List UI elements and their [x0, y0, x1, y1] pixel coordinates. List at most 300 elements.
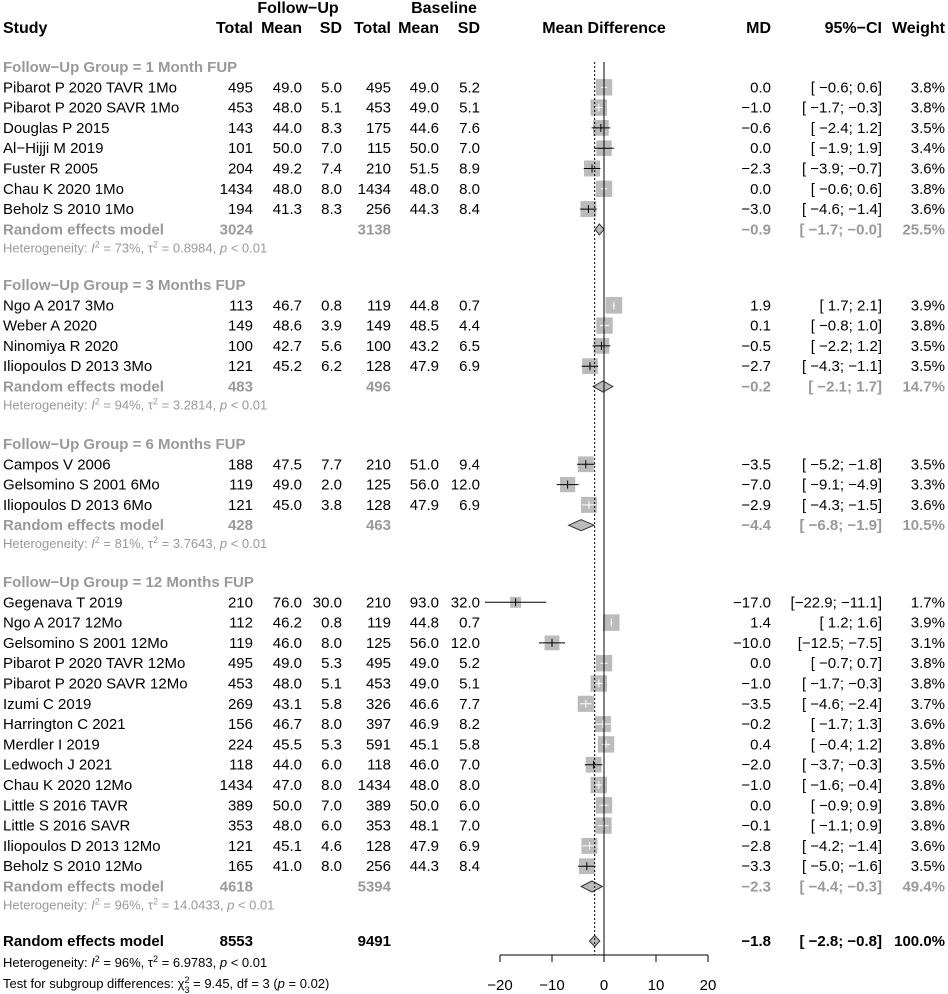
bl-total-cell: 118: [367, 756, 391, 774]
fu-mean-cell: 43.1: [272, 695, 302, 713]
weight-cell: 3.6%: [910, 496, 945, 514]
bl-mean-cell: 44.8: [409, 614, 439, 632]
fu-mean-cell: 49.2: [272, 160, 302, 178]
study-marker: [591, 99, 607, 115]
fu-total-cell: 194: [227, 201, 253, 219]
header-fu-mean: Mean: [261, 20, 302, 37]
bl-mean-cell: 51.5: [409, 160, 439, 178]
fu-total-cell: 1434: [219, 777, 253, 794]
fu-sd-cell: 30.0: [312, 594, 342, 612]
bl-total-cell: 496: [365, 378, 391, 396]
weight-cell: 3.3%: [910, 476, 945, 494]
bl-mean-cell: 56.0: [409, 634, 439, 652]
overall-heterogeneity: Heterogeneity: $I^2 = 96\%$, $\tau^2 = 6.9783$, p < 0.01: [3, 954, 268, 970]
bl-total-cell: 256: [365, 201, 391, 219]
fu-total-cell: 428: [227, 517, 253, 535]
md-cell: −10.0: [733, 634, 771, 652]
bl-total-cell: 210: [365, 160, 391, 178]
fu-sd-cell: 5.6: [321, 337, 342, 355]
bl-sd-cell: 12.0: [450, 476, 480, 494]
study-name: Ngo A 2017 3Mo: [3, 297, 114, 315]
bl-sd-cell: 6.9: [459, 837, 480, 855]
fu-mean-cell: 45.1: [272, 837, 302, 855]
md-cell: 0.0: [750, 655, 771, 673]
bl-total-cell: 128: [365, 837, 391, 855]
subgroup-summary-diamond: [581, 881, 602, 892]
fu-mean-cell: 46.7: [272, 297, 302, 315]
fu-sd-cell: 0.8: [321, 297, 342, 315]
md-cell: −2.7: [741, 358, 771, 376]
bl-mean-cell: 49.0: [409, 675, 439, 693]
bl-sd-cell: 7.0: [459, 817, 480, 835]
bl-mean-cell: 51.0: [409, 456, 439, 474]
subgroup-heterogeneity: Heterogeneity: $I^2 = 73\%$, $\tau^2 = 0.8984$, p < 0.01: [3, 239, 268, 256]
study-name: Weber A 2020: [3, 317, 97, 335]
weight-cell: 3.5%: [910, 456, 945, 474]
ci-cell: [ −3.7; −0.3]: [801, 756, 882, 774]
study-name: Chau K 2020 1Mo: [3, 180, 124, 198]
md-cell: −3.5: [741, 456, 771, 474]
fu-sd-cell: 6.0: [321, 817, 342, 835]
subgroup-summary-diamond: [569, 520, 594, 531]
fu-mean-cell: 48.0: [272, 180, 302, 198]
bl-sd-cell: 4.4: [459, 317, 480, 335]
x-tick-label: 20: [699, 977, 717, 994]
fu-sd-cell: 7.4: [321, 160, 342, 178]
bl-mean-cell: 43.2: [409, 337, 439, 355]
fu-sd-cell: 7.0: [321, 140, 342, 158]
bl-mean-cell: 47.9: [409, 358, 439, 376]
bl-total-cell: 5394: [357, 878, 391, 896]
ci-cell: [ −5.0; −1.6]: [801, 858, 882, 876]
subgroup-summary-label: Random effects model: [3, 378, 164, 396]
bl-total-cell: 175: [365, 119, 391, 137]
fu-sd-cell: 0.8: [321, 614, 342, 632]
md-cell: −4.4: [741, 517, 771, 535]
md-cell: −3.5: [741, 695, 771, 713]
weight-cell: 3.7%: [910, 695, 945, 713]
study-marker: [582, 358, 599, 374]
md-cell: −2.9: [741, 496, 771, 514]
fu-total-cell: 483: [227, 378, 253, 396]
bl-mean-cell: 46.0: [409, 756, 439, 774]
ci-cell: [ −0.6; 0.6]: [810, 180, 882, 198]
fu-sd-cell: 2.0: [321, 476, 342, 494]
fu-total-cell: 204: [227, 160, 253, 178]
weight-cell: 3.8%: [910, 777, 945, 794]
header-weight: Weight: [891, 20, 945, 37]
fu-mean-cell: 48.0: [272, 675, 302, 693]
bl-sd-cell: 8.0: [459, 180, 480, 198]
fu-total-cell: 143: [227, 119, 253, 137]
md-cell: −1.8: [741, 933, 771, 950]
ci-cell: [−22.9; −11.1]: [790, 594, 882, 612]
md-cell: −0.1: [741, 817, 771, 835]
fu-total-cell: 224: [227, 736, 253, 754]
bl-mean-cell: 45.1: [409, 736, 439, 754]
weight-cell: 3.8%: [910, 99, 945, 117]
study-name: Chau K 2020 12Mo: [3, 777, 133, 794]
ci-cell: [ −4.4; −0.3]: [799, 878, 882, 896]
header-bl-total: Total: [353, 20, 391, 37]
fu-total-cell: 121: [227, 496, 253, 514]
weight-cell: 3.8%: [910, 797, 945, 815]
weight-cell: 3.5%: [910, 756, 945, 774]
study-name: Beholz S 2010 1Mo: [3, 201, 134, 219]
bl-sd-cell: 7.0: [459, 140, 480, 158]
md-cell: −2.3: [741, 160, 771, 178]
fu-mean-cell: 49.0: [272, 79, 302, 97]
bl-mean-cell: 49.0: [409, 79, 439, 97]
bl-total-cell: 210: [365, 594, 391, 612]
subgroup-label: Follow−Up Group = 12 Months FUP: [3, 574, 254, 591]
bl-mean-cell: 50.0: [409, 140, 439, 158]
fu-total-cell: 453: [227, 675, 253, 693]
bl-total-cell: 453: [365, 99, 391, 117]
md-cell: 1.9: [750, 297, 771, 315]
bl-sd-cell: 6.5: [459, 337, 480, 355]
ci-cell: [ −0.6; 0.6]: [810, 79, 882, 97]
fu-total-cell: 112: [229, 614, 253, 632]
weight-cell: 3.9%: [910, 614, 945, 632]
bl-total-cell: 495: [365, 79, 391, 97]
bl-total-cell: 115: [367, 140, 391, 158]
study-name: Iliopoulos D 2013 3Mo: [3, 358, 153, 376]
header-study: Study: [3, 20, 48, 37]
bl-sd-cell: 8.9: [459, 160, 480, 178]
weight-cell: 3.6%: [910, 201, 945, 219]
ci-cell: [ −1.1; 0.9]: [810, 817, 882, 835]
x-tick-label: 0: [599, 977, 609, 994]
fu-mean-cell: 49.0: [272, 655, 302, 673]
fu-mean-cell: 48.6: [272, 317, 302, 335]
weight-cell: 14.7%: [902, 378, 945, 396]
fu-sd-cell: 3.9: [321, 317, 342, 335]
fu-total-cell: 389: [227, 797, 253, 815]
subgroup-heterogeneity: Heterogeneity: $I^2 = 96\%$, $\tau^2 = 14.0433$, p < 0.01: [3, 896, 275, 913]
weight-cell: 3.5%: [910, 337, 945, 355]
weight-cell: 3.6%: [910, 716, 945, 734]
study-marker: [606, 297, 623, 314]
bl-mean-cell: 50.0: [409, 797, 439, 815]
bl-total-cell: 210: [365, 456, 391, 474]
md-cell: 0.1: [750, 317, 771, 335]
study-name: Douglas P 2015: [3, 119, 110, 137]
header-bl-sd: SD: [457, 20, 480, 37]
ci-cell: [ −1.7; −0.0]: [799, 221, 882, 239]
forest-rows: [3, 59, 945, 994]
study-marker: [603, 614, 620, 631]
bl-total-cell: 256: [365, 858, 391, 876]
study-name: Merdler I 2019: [3, 736, 100, 754]
study-marker: [577, 456, 595, 472]
weight-cell: 3.8%: [910, 817, 945, 835]
weight-cell: 1.7%: [910, 594, 945, 612]
ci-cell: [ −2.8; −0.8]: [799, 933, 882, 950]
study-marker: [539, 636, 565, 651]
x-axis: [487, 62, 716, 994]
fu-sd-cell: 8.0: [321, 634, 342, 652]
md-cell: −0.5: [741, 337, 771, 355]
md-cell: −1.0: [741, 675, 771, 693]
ci-cell: [ −2.4; 1.2]: [810, 119, 882, 137]
header-bl-mean: Mean: [398, 20, 439, 37]
bl-sd-cell: 6.0: [459, 797, 480, 815]
study-name: Gegenava T 2019: [3, 594, 123, 612]
study-name: Pibarot P 2020 TAVR 12Mo: [3, 655, 186, 673]
fu-mean-cell: 50.0: [272, 797, 302, 815]
fu-total-cell: 149: [227, 317, 253, 335]
bl-total-cell: 353: [365, 817, 391, 835]
fu-total-cell: 353: [227, 817, 253, 835]
subgroup-heterogeneity: Heterogeneity: $I^2 = 81\%$, $\tau^2 = 3.7643$, p < 0.01: [3, 535, 268, 552]
study-name: Beholz S 2010 12Mo: [3, 858, 143, 876]
fu-mean-cell: 45.5: [272, 736, 302, 754]
md-cell: −0.2: [741, 378, 771, 396]
bl-total-cell: 397: [365, 716, 391, 734]
study-marker: [595, 716, 611, 732]
study-marker: [585, 757, 603, 773]
md-cell: 0.4: [750, 736, 771, 754]
subgroup-label: Follow−Up Group = 3 Months FUP: [3, 277, 246, 294]
fu-total-cell: 121: [227, 358, 253, 376]
md-cell: 0.0: [750, 180, 771, 198]
fu-sd-cell: 8.3: [321, 119, 342, 137]
fu-mean-cell: 41.3: [272, 201, 302, 219]
bl-total-cell: 591: [365, 736, 391, 754]
md-cell: 0.0: [750, 79, 771, 97]
fu-total-cell: 495: [227, 79, 253, 97]
subgroup-test: Test for subgroup differences: $\chi^2$ $_3$ = 9.45, df = 3 (p = 0.02): [3, 975, 330, 994]
fu-sd-cell: 8.0: [321, 858, 342, 876]
x-tick-label: −20: [487, 977, 513, 994]
header-followup-group: Follow−Up: [257, 0, 339, 17]
bl-sd-cell: 9.4: [459, 456, 480, 474]
study-marker: [557, 477, 579, 492]
bl-total-cell: 119: [367, 614, 391, 632]
bl-mean-cell: 48.0: [409, 180, 439, 198]
bl-total-cell: 495: [365, 655, 391, 673]
fu-sd-cell: 7.7: [321, 456, 342, 474]
weight-cell: 25.5%: [902, 221, 945, 239]
fu-total-cell: 113: [229, 297, 253, 315]
md-cell: −17.0: [733, 594, 771, 612]
weight-cell: 3.1%: [910, 634, 945, 652]
fu-sd-cell: 8.3: [321, 201, 342, 219]
study-name: Little S 2016 TAVR: [3, 797, 129, 815]
fu-total-cell: 4618: [219, 878, 253, 896]
fu-mean-cell: 46.2: [272, 614, 302, 632]
md-cell: −0.9: [741, 221, 771, 239]
fu-sd-cell: 5.1: [321, 675, 342, 693]
header-mean-difference: Mean Difference: [542, 20, 666, 37]
bl-total-cell: 389: [365, 797, 391, 815]
bl-sd-cell: 5.2: [459, 655, 480, 673]
ci-cell: [ −4.2; −1.4]: [801, 837, 882, 855]
x-tick-label: −10: [539, 977, 565, 994]
bl-sd-cell: 5.1: [459, 675, 480, 693]
bl-sd-cell: 6.9: [459, 358, 480, 376]
bl-sd-cell: 5.8: [459, 736, 480, 754]
bl-total-cell: 128: [365, 496, 391, 514]
ci-cell: [ −4.6; −2.4]: [801, 695, 882, 713]
fu-total-cell: 100: [227, 337, 253, 355]
bl-mean-cell: 48.0: [409, 777, 439, 794]
fu-sd-cell: 6.2: [321, 358, 342, 376]
bl-sd-cell: 0.7: [459, 614, 480, 632]
bl-sd-cell: 6.9: [459, 496, 480, 514]
fu-mean-cell: 76.0: [272, 594, 302, 612]
md-cell: 0.0: [750, 140, 771, 158]
ci-cell: [ −0.4; 1.2]: [810, 736, 882, 754]
study-name: Iliopoulos D 2013 12Mo: [3, 837, 161, 855]
weight-cell: 49.4%: [902, 878, 945, 896]
ci-cell: [ −6.8; −1.9]: [799, 517, 882, 535]
bl-mean-cell: 46.6: [409, 695, 439, 713]
subgroup-summary-label: Random effects model: [3, 221, 164, 239]
weight-cell: 3.6%: [910, 837, 945, 855]
fu-total-cell: 269: [227, 695, 253, 713]
weight-cell: 3.6%: [910, 160, 945, 178]
bl-mean-cell: 44.8: [409, 297, 439, 315]
weight-cell: 3.8%: [910, 317, 945, 335]
fu-total-cell: 165: [227, 858, 253, 876]
fu-total-cell: 121: [227, 837, 253, 855]
fu-mean-cell: 41.0: [272, 858, 302, 876]
bl-total-cell: 149: [365, 317, 391, 335]
fu-mean-cell: 44.0: [272, 756, 302, 774]
header-fu-total: Total: [215, 20, 253, 37]
weight-cell: 3.9%: [910, 297, 945, 315]
fu-total-cell: 3024: [219, 221, 253, 239]
bl-mean-cell: 44.3: [409, 201, 439, 219]
weight-cell: 3.8%: [910, 655, 945, 673]
bl-sd-cell: 8.2: [459, 716, 480, 734]
study-name: Pibarot P 2020 SAVR 12Mo: [3, 675, 188, 693]
bl-sd-cell: 5.1: [459, 99, 480, 117]
ci-cell: [ −1.7; −0.3]: [801, 675, 882, 693]
bl-sd-cell: 5.2: [459, 79, 480, 97]
ci-cell: [ −1.9; 1.9]: [810, 140, 882, 158]
bl-total-cell: 125: [365, 634, 391, 652]
fu-total-cell: 453: [227, 99, 253, 117]
ci-cell: [ −0.8; 1.0]: [810, 317, 882, 335]
md-cell: −3.0: [741, 201, 771, 219]
ci-cell: [ −1.6; −0.4]: [801, 777, 882, 794]
weight-cell: 3.8%: [910, 180, 945, 198]
bl-total-cell: 326: [365, 695, 391, 713]
bl-total-cell: 463: [365, 517, 391, 535]
bl-sd-cell: 7.0: [459, 756, 480, 774]
bl-sd-cell: 7.7: [459, 695, 480, 713]
bl-total-cell: 119: [367, 297, 391, 315]
header-baseline-group: Baseline: [411, 0, 477, 17]
study-name: Izumi C 2019: [3, 695, 92, 713]
study-name: Ngo A 2017 12Mo: [3, 614, 123, 632]
weight-cell: 3.8%: [910, 79, 945, 97]
fu-sd-cell: 5.3: [321, 736, 342, 754]
md-cell: 0.0: [750, 797, 771, 815]
bl-mean-cell: 48.1: [409, 817, 439, 835]
bl-sd-cell: 0.7: [459, 297, 480, 315]
overall-summary-diamond: [589, 936, 599, 947]
fu-total-cell: 119: [229, 634, 253, 652]
study-name: Gelsomino S 2001 6Mo: [3, 476, 160, 494]
fu-total-cell: 118: [229, 756, 253, 774]
ci-cell: [ −9.1; −4.9]: [801, 476, 882, 494]
fu-total-cell: 101: [227, 140, 253, 158]
fu-sd-cell: 8.0: [321, 716, 342, 734]
fu-sd-cell: 8.0: [321, 180, 342, 198]
study-name: Harrington C 2021: [3, 716, 126, 734]
study-name: Fuster R 2005: [3, 160, 99, 178]
fu-mean-cell: 42.7: [272, 337, 302, 355]
study-name: Al−Hijji M 2019: [3, 140, 104, 158]
header-md: MD: [746, 20, 771, 37]
ci-cell: [ −0.7; 0.7]: [810, 655, 882, 673]
bl-total-cell: 1434: [357, 777, 391, 794]
bl-sd-cell: 8.4: [459, 858, 480, 876]
bl-mean-cell: 48.5: [409, 317, 439, 335]
md-cell: 1.4: [750, 614, 771, 632]
fu-total-cell: 156: [227, 716, 253, 734]
fu-total-cell: 495: [227, 655, 253, 673]
fu-mean-cell: 46.0: [272, 634, 302, 652]
md-cell: −2.3: [741, 878, 771, 896]
x-tick-label: 10: [647, 977, 665, 994]
overall-summary-label: Random effects model: [3, 933, 164, 950]
subgroup-summary-diamond: [593, 381, 613, 392]
study-marker: [593, 338, 611, 354]
weight-cell: 3.5%: [910, 858, 945, 876]
weight-cell: 3.8%: [910, 675, 945, 693]
ci-cell: [ −3.9; −0.7]: [801, 160, 882, 178]
ci-cell: [ −2.2; 1.2]: [810, 337, 882, 355]
bl-mean-cell: 49.0: [409, 99, 439, 117]
bl-total-cell: 125: [365, 476, 391, 494]
weight-cell: 3.5%: [910, 358, 945, 376]
md-cell: −2.8: [741, 837, 771, 855]
ci-cell: [ −4.3; −1.1]: [801, 358, 882, 376]
bl-sd-cell: 8.4: [459, 201, 480, 219]
subgroup-summary-label: Random effects model: [3, 517, 164, 535]
ci-cell: [ −5.2; −1.8]: [801, 456, 882, 474]
md-cell: −7.0: [741, 476, 771, 494]
study-marker: [591, 777, 607, 793]
fu-sd-cell: 5.8: [321, 695, 342, 713]
fu-sd-cell: 5.3: [321, 655, 342, 673]
bl-mean-cell: 49.0: [409, 655, 439, 673]
ci-cell: [ 1.2; 1.6]: [819, 614, 882, 632]
fu-mean-cell: 45.2: [272, 358, 302, 376]
ci-cell: [ −0.9; 0.9]: [810, 797, 882, 815]
subgroup-heterogeneity: Heterogeneity: $I^2 = 94\%$, $\tau^2 = 3.2814$, p < 0.01: [3, 396, 268, 413]
ci-cell: [ −4.6; −1.4]: [801, 201, 882, 219]
fu-total-cell: 1434: [219, 180, 253, 198]
bl-total-cell: 1434: [357, 180, 391, 198]
study-name: Gelsomino S 2001 12Mo: [3, 634, 169, 652]
fu-mean-cell: 45.0: [272, 496, 302, 514]
study-name: Ninomiya R 2020: [3, 337, 119, 355]
subgroup-label: Follow−Up Group = 1 Month FUP: [3, 59, 238, 76]
bl-mean-cell: 47.9: [409, 837, 439, 855]
fu-mean-cell: 44.0: [272, 119, 302, 137]
ci-cell: [ 1.7; 2.1]: [819, 297, 882, 315]
bl-mean-cell: 93.0: [409, 594, 439, 612]
fu-sd-cell: 4.6: [321, 837, 342, 855]
weight-cell: 3.4%: [910, 140, 945, 158]
weight-cell: 3.5%: [910, 119, 945, 137]
